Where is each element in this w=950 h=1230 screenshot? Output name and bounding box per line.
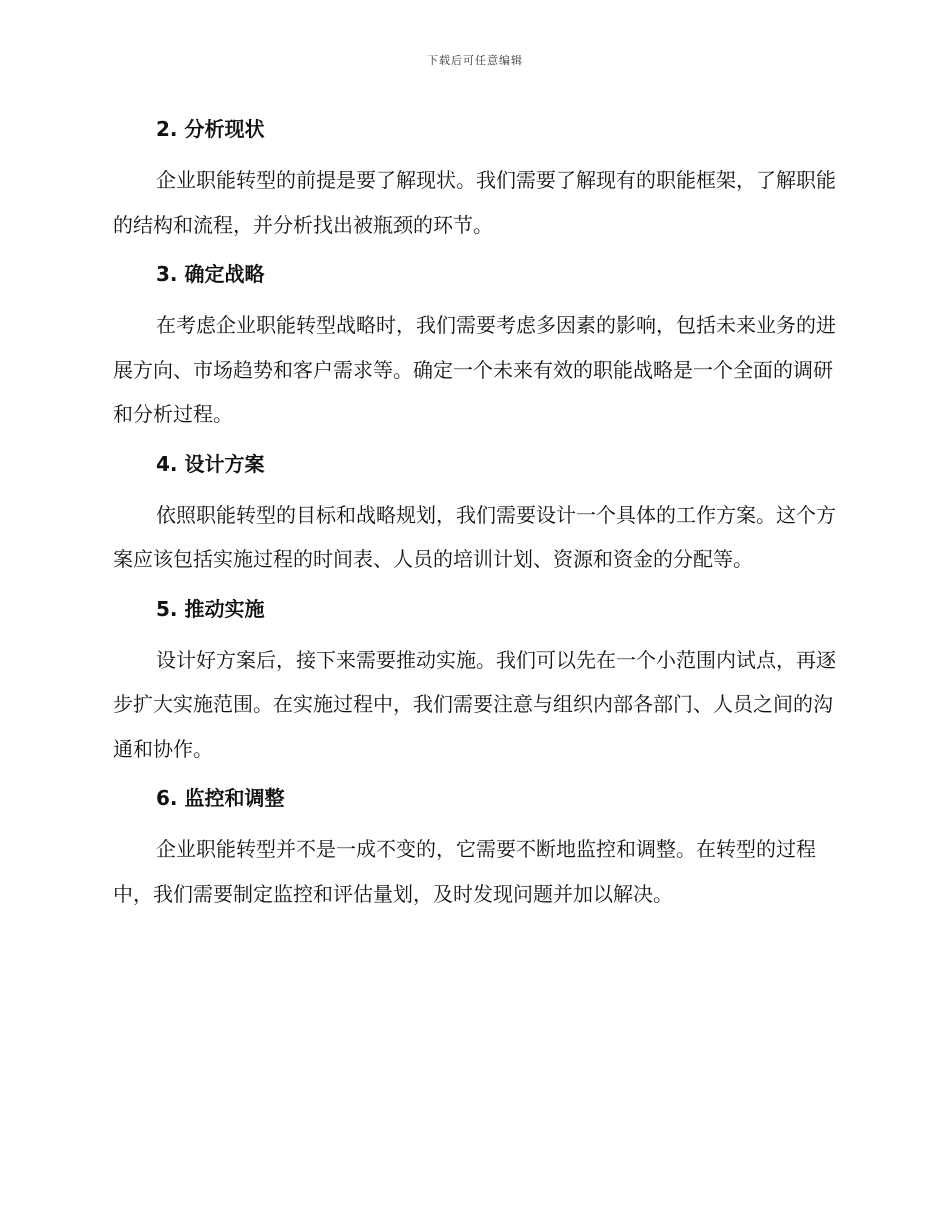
document-body (113, 108, 839, 922)
section-heading: 3. 确定战略 (156, 262, 265, 286)
section-implement (113, 588, 839, 772)
section-determine-strategy (113, 253, 839, 437)
section-heading: 6. 监控和调整 (156, 786, 285, 810)
section-paragraph: 依照职能转型的目标和战略规划，我们需要设计一个具体的工作方案。这个方案应该包括实施过程的时间表、人员的培训计划、资源和资金的分配等。 (113, 502, 836, 571)
section-paragraph: 企业职能转型并不是一成不变的，它需要不断地监控和调整。在转型的过程中，我们需要制定监控和评估量划，及时发现问题并加以解决。 (113, 837, 816, 906)
section-paragraph: 在考虑企业职能转型战略时，我们需要考虑多因素的影响，包括未来业务的进展方向、市场趋势和客户需求等。确定一个未来有效的职能战略是一个全面的调研和分析过程。 (113, 313, 836, 426)
section-monitor-adjust (113, 777, 839, 916)
section-heading: 4. 设计方案 (156, 451, 265, 476)
section-analyze-status (113, 108, 839, 247)
section-heading: 5. 推动实施 (156, 596, 265, 621)
page-header-note: 下载后可任意编辑 (427, 54, 523, 67)
section-heading: 2. 分析现状 (156, 117, 265, 141)
section-paragraph: 设计好方案后，接下来需要推动实施。我们可以先在一个小范围内试点，再逐步扩大实施范围。在实施过程中，我们需要注意与组织内部各部门、人员之间的沟通和协作。 (113, 647, 836, 761)
section-design-plan (113, 443, 839, 582)
section-paragraph: 企业职能转型的前提是要了解现状。我们需要了解现有的职能框架，了解职能的结构和流程，并分析找出被瓶颈的环节。 (113, 168, 836, 237)
